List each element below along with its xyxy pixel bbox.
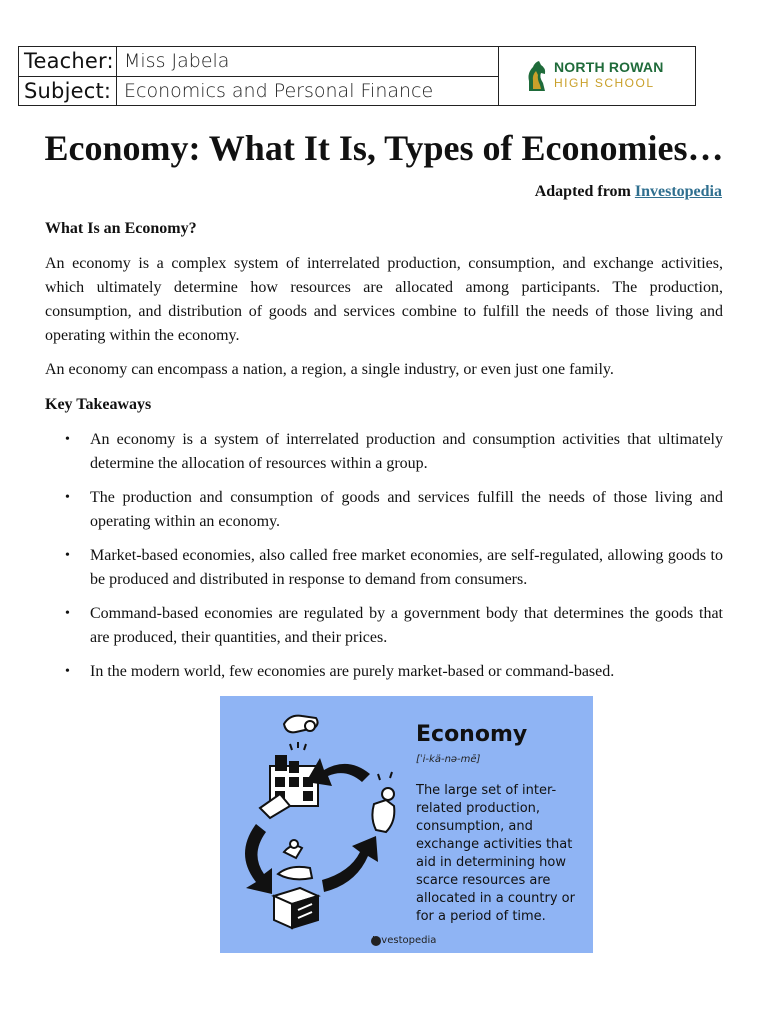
cycle-arrow-right-icon — [322, 836, 378, 892]
infographic-definition: The large set of inter-related production, consumption, and exchange activities that aid in determining how scarce resources are allocated in a country or for a period of time. — [416, 783, 575, 924]
subject-row — [19, 77, 498, 106]
bullet-icon: • — [65, 606, 70, 621]
paragraph-1: An economy is a complex system of interrelated production, consumption, and exchange activities, which ultimately determine how resources are allocated among participants. The production, consumption, and distribution of goods and services combine to fulfill the needs of those living and operating within the economy. — [45, 255, 723, 344]
takeaways-list-wrap — [45, 428, 723, 694]
list-item: • Market-based economies, also called free market economies, are self-regulated, allowing goods to be produced and distributed in response to demand from consumers. — [45, 544, 723, 592]
list-item: • Command-based economies are regulated by a government body that determines the goods that are produced, their quantities, and their prices. — [45, 602, 723, 650]
section1-heading: What Is an Economy? — [45, 220, 197, 237]
infographic-phonetic: [ˈi-kä-nə-mē] — [416, 754, 481, 765]
hands-exchange-icon — [278, 840, 312, 879]
list-item: • The production and consumption of goods and services fulfill the needs of those living and operating within an economy. — [45, 486, 723, 534]
logo-line2: HIGH SCHOOL — [554, 76, 655, 90]
adapted-prefix: Adapted from — [534, 183, 631, 200]
cycle-arrow-icon — [306, 758, 370, 786]
hand-coin-icon — [284, 716, 318, 750]
teacher-value: Miss Jabela — [124, 50, 230, 72]
bullet-icon: • — [65, 432, 70, 447]
takeaways-list — [45, 428, 723, 684]
list-item: • In the modern world, few economies are purely market-based or command-based. — [45, 660, 723, 684]
infographic-brand: Investopedia — [372, 935, 437, 946]
logo-line1: NORTH ROWAN — [554, 59, 664, 75]
subject-label: Subject: — [19, 77, 117, 106]
factory-icon — [260, 756, 318, 818]
hand-coin-right-icon — [372, 772, 394, 832]
school-logo — [498, 47, 696, 105]
bullet-icon: • — [65, 664, 70, 679]
cycle-arrow-left-icon — [245, 824, 272, 894]
economy-infographic — [220, 696, 593, 953]
adapted-from — [535, 183, 722, 201]
teacher-row — [19, 47, 498, 77]
header-table — [18, 46, 696, 106]
investopedia-link[interactable]: Investopedia — [634, 183, 722, 200]
paragraph-2: An economy can encompass a nation, a region, a single industry, or even just one family. — [45, 361, 614, 378]
document-title: Economy: What It Is, Types of Economies… — [44, 128, 724, 168]
subject-value: Economics and Personal Finance — [124, 80, 434, 102]
bullet-icon: • — [65, 490, 70, 505]
teacher-label: Teacher: — [19, 47, 117, 76]
bullet-icon: • — [65, 548, 70, 563]
section2-heading: Key Takeaways — [45, 396, 152, 413]
infographic-title: Economy — [416, 722, 528, 747]
goods-box-icon — [274, 888, 318, 928]
list-item: • An economy is a system of interrelated production and consumption activities that ultimately determine the allocation of resources within a group. — [45, 428, 723, 476]
knight-logo-icon — [525, 59, 549, 93]
